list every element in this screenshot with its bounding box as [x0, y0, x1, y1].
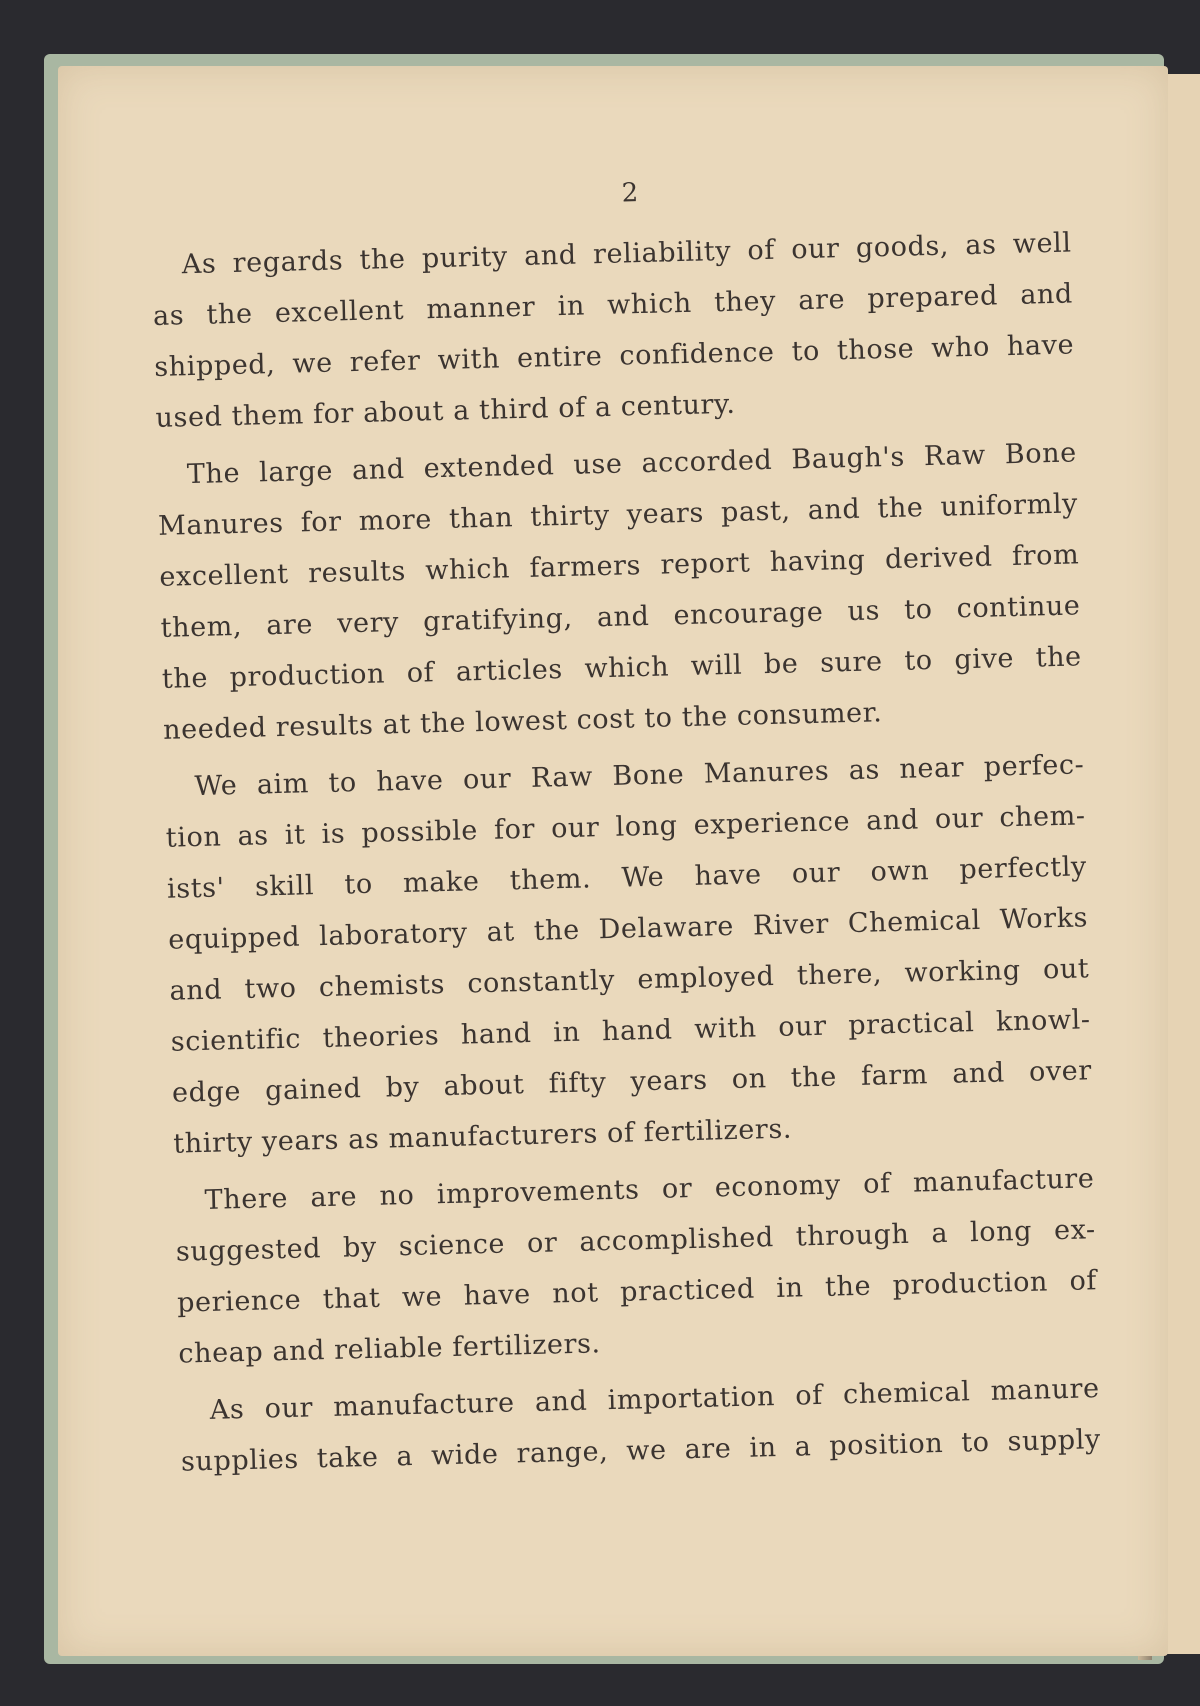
text-line: them, are very gratifying, and encourage us to continue	[160, 590, 1081, 644]
text-line: needed results at the lowest cost to the consumer.	[162, 697, 883, 746]
text-line: equipped laboratory at the Delaware River Chemical Works	[167, 902, 1089, 956]
text-line: thirty years as manufacturers of fertilizers.	[172, 1113, 793, 1160]
text-line: Manures for more than thirty years past, and the uniformly	[157, 488, 1079, 542]
text-line: used them for about a third of a century.	[155, 388, 736, 434]
text-line: scientific theories hand in hand with our practical knowl-	[170, 1004, 1091, 1058]
text-line: and two chemists constantly employed there, working out	[169, 953, 1090, 1007]
paragraph	[164, 739, 1094, 1169]
text-line: ists' skill to make them. We have our own perfectly	[166, 851, 1088, 905]
paragraph	[156, 427, 1083, 755]
text-line: the production of articles which will be sure to give the	[161, 641, 1083, 695]
text-line: as the excellent manner in which they are prepared and	[152, 278, 1074, 332]
text-line: There are no improvements or economy of manufacture	[204, 1163, 1095, 1216]
page-number: 2	[621, 178, 640, 209]
text-line: cheap and reliable fertilizers.	[178, 1328, 602, 1370]
text-line: The large and extended use accorded Baugh's Raw Bone	[186, 437, 1078, 491]
text-line: excellent results which farmers report having derived from	[159, 539, 1080, 593]
text-line: tion as it is possible for our long experience and our chem-	[165, 800, 1086, 854]
text-line: As regards the purity and reliability of our goods, as well	[181, 227, 1072, 281]
text-line: We aim to have our Raw Bone Manures as near perfec-	[194, 749, 1085, 803]
text-line: perience that we have not practiced in the production of	[176, 1265, 1098, 1319]
text-line: supplies take a wide range, we are in a position to supply	[180, 1424, 1102, 1478]
paragraph	[174, 1153, 1099, 1379]
text-line: shipped, we refer with entire confidence to those who have	[153, 329, 1075, 383]
text-line: suggested by science or accomplished through a long ex-	[175, 1214, 1097, 1268]
paragraph	[179, 1363, 1101, 1487]
text-line: edge gained by about fifty years on the farm and over	[171, 1055, 1093, 1109]
paragraph	[151, 218, 1076, 444]
text-line: As our manufacture and importation of chemical manure	[209, 1373, 1100, 1426]
page-text	[150, 168, 1102, 1494]
